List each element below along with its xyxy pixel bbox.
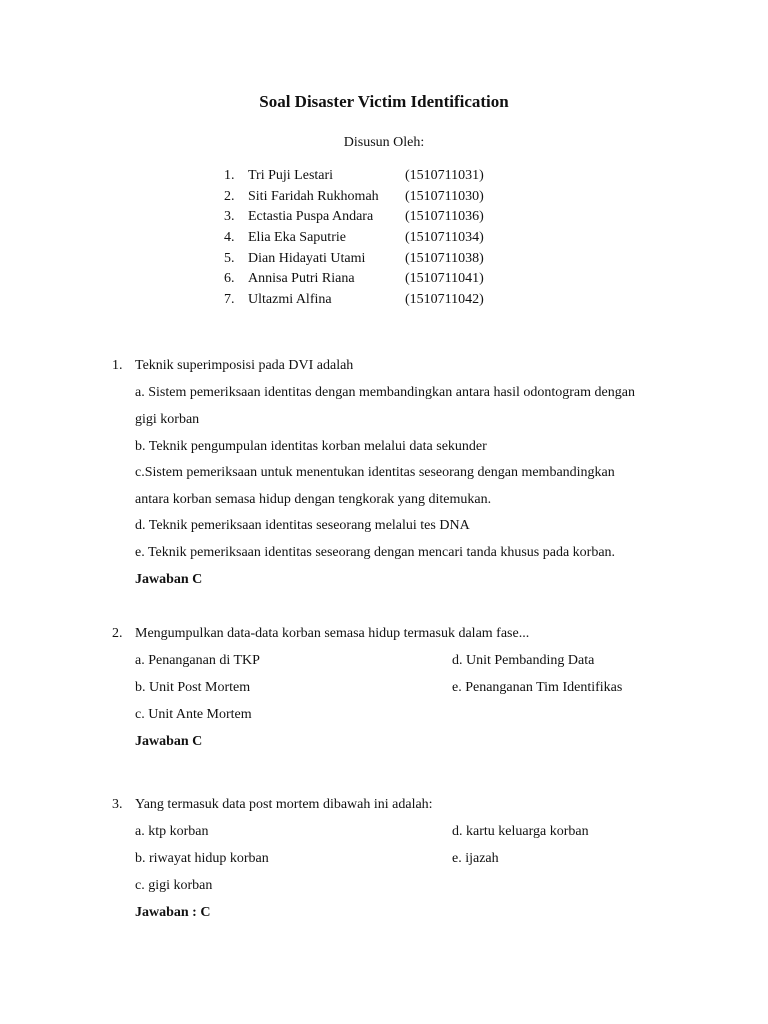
question-number: 2. xyxy=(112,626,123,641)
author-number: 4. xyxy=(224,230,235,246)
answer-label: Jawaban : C xyxy=(135,905,211,920)
option-c: c.Sistem pemeriksaan untuk menentukan identitas seseorang dengan membandingkan xyxy=(135,465,615,480)
option-d: d. Teknik pemeriksaan identitas seseorang melalui tes DNA xyxy=(135,518,470,533)
author-list xyxy=(224,168,524,313)
option-b: b. Unit Post Mortem xyxy=(135,680,251,695)
author-name: Annisa Putri Riana xyxy=(248,271,355,287)
author-number: 6. xyxy=(224,271,235,287)
author-name: Ectastia Puspa Andara xyxy=(248,209,374,225)
option-b: b. Teknik pengumpulan identitas korban melalui data sekunder xyxy=(135,439,487,454)
option-c-continued: antara korban semasa hidup dengan tengkorak yang ditemukan. xyxy=(135,492,492,507)
option-a: a. Penanganan di TKP xyxy=(135,653,260,668)
option-b: b. riwayat hidup korban xyxy=(135,851,269,866)
author-number: 2. xyxy=(224,188,235,204)
document-title: Soal Disaster Victim Identification xyxy=(259,92,509,111)
question-text: Mengumpulkan data-data korban semasa hidup termasuk dalam fase... xyxy=(135,626,530,641)
author-id: (1510711038) xyxy=(405,250,484,266)
author-row xyxy=(224,271,524,292)
author-number: 7. xyxy=(224,292,235,308)
author-number: 1. xyxy=(224,168,235,183)
author-row xyxy=(224,251,524,272)
document-byline: Disusun Oleh: xyxy=(343,135,425,150)
option-a-continued: gigi korban xyxy=(135,412,200,427)
question-number: 3. xyxy=(112,797,123,812)
author-name: Dian Hidayati Utami xyxy=(248,250,366,266)
option-c: c. Unit Ante Mortem xyxy=(135,707,252,722)
author-name: Elia Eka Saputrie xyxy=(248,230,346,246)
option-d: d. Unit Pembanding Data xyxy=(452,653,595,668)
author-row xyxy=(224,168,524,189)
option-e: e. Penanganan Tim Identifikas xyxy=(452,680,623,695)
question-text: Teknik superimposisi pada DVI adalah xyxy=(135,358,354,373)
question-3 xyxy=(112,797,692,927)
question-1 xyxy=(112,358,692,598)
author-name: Siti Faridah Rukhomah xyxy=(248,188,379,204)
option-e: e. ijazah xyxy=(452,851,499,866)
author-id: (1510711042) xyxy=(405,292,484,308)
author-row xyxy=(224,292,524,313)
question-2 xyxy=(112,626,692,756)
author-id: (1510711034) xyxy=(405,230,484,246)
author-number: 3. xyxy=(224,209,235,225)
author-row xyxy=(224,209,524,230)
answer-label: Jawaban C xyxy=(135,734,203,749)
option-a: a. ktp korban xyxy=(135,824,209,839)
author-row xyxy=(224,230,524,251)
author-name: Ultazmi Alfina xyxy=(248,292,332,308)
answer-label: Jawaban C xyxy=(135,572,203,587)
option-c: c. gigi korban xyxy=(135,878,213,893)
option-e: e. Teknik pemeriksaan identitas seseorang dengan mencari tanda khusus pada korban. xyxy=(135,545,616,560)
option-d: d. kartu keluarga korban xyxy=(452,824,589,839)
question-text: Yang termasuk data post mortem dibawah ini adalah: xyxy=(135,797,433,812)
author-number: 5. xyxy=(224,250,235,266)
author-id: (1510711041) xyxy=(405,271,484,287)
author-id: (1510711036) xyxy=(405,209,484,225)
author-id: (1510711030) xyxy=(405,188,484,204)
author-row xyxy=(224,189,524,210)
question-number: 1. xyxy=(112,358,123,373)
author-name: Tri Puji Lestari xyxy=(248,168,334,183)
option-a: a. Sistem pemeriksaan identitas dengan membandingkan antara hasil odontogram dengan xyxy=(135,385,635,400)
author-id: (1510711031) xyxy=(405,168,484,183)
